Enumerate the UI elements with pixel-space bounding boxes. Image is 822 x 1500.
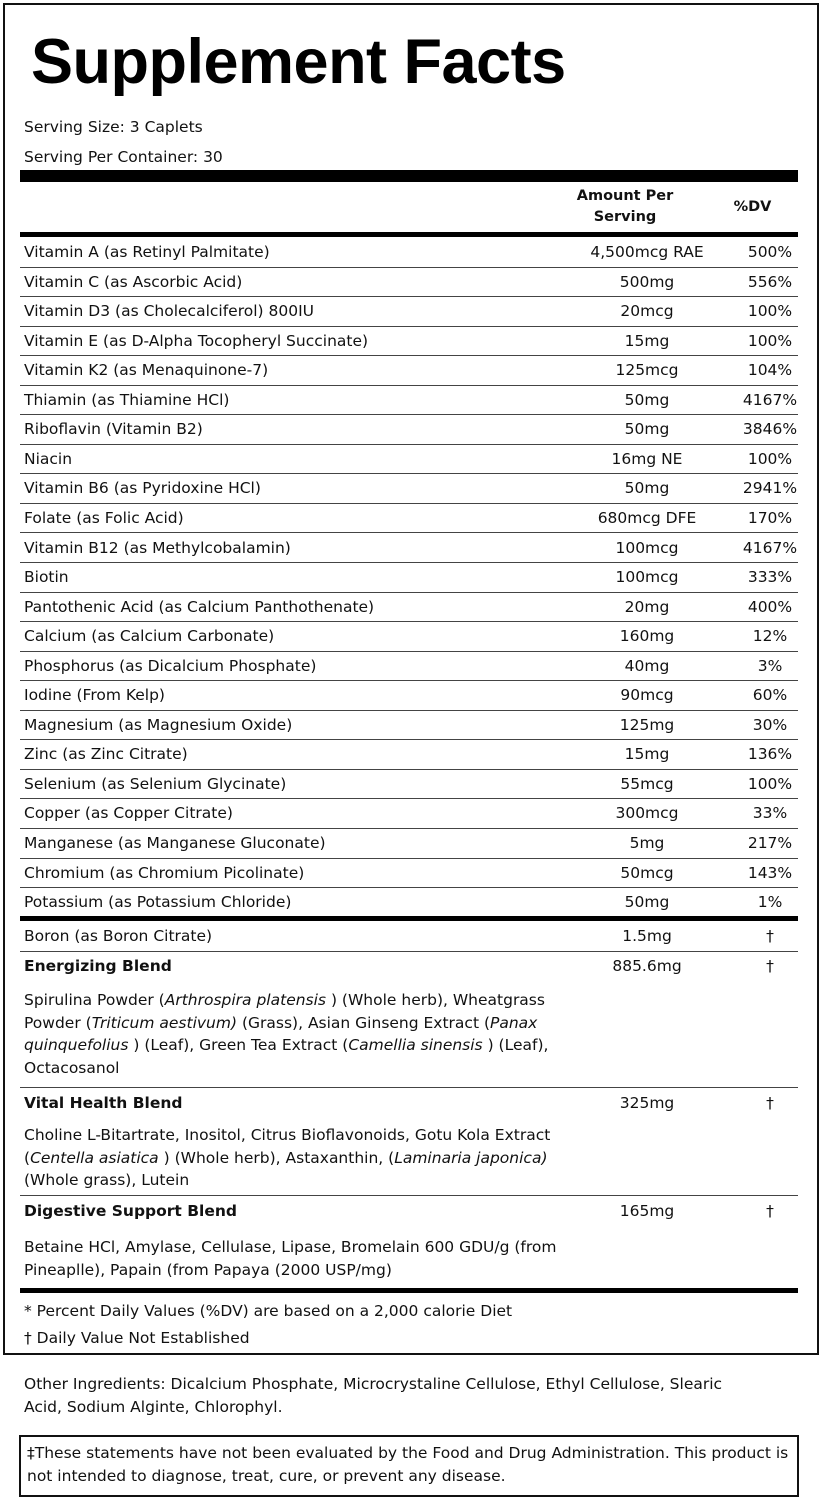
blend-ingredients xyxy=(24,1124,564,1192)
nutrient-amount: 16mg NE xyxy=(611,449,683,468)
table-row xyxy=(20,445,798,475)
table-row xyxy=(20,415,798,445)
table-row xyxy=(20,859,798,889)
table-row xyxy=(20,829,798,859)
table-row xyxy=(20,681,798,711)
nutrient-dv: 60% xyxy=(752,686,788,705)
nutrient-amount: 5mg xyxy=(629,834,665,852)
table-row xyxy=(20,268,798,298)
ingredient-text: ) (Leaf), Green Tea Extract ( xyxy=(128,1036,349,1054)
nutrient-dv: 143% xyxy=(747,863,793,882)
table-row xyxy=(20,297,798,327)
nutrient-amount: 160mg xyxy=(619,627,675,646)
thick-divider-top xyxy=(20,170,798,182)
nutrient-dv: 4167% xyxy=(742,390,798,409)
nutrient-dv: 500% xyxy=(747,243,793,261)
page-title: Supplement Facts xyxy=(31,27,566,97)
table-row xyxy=(20,593,798,623)
nutrient-amount: 4,500mcg RAE xyxy=(590,243,704,261)
ingredient-text: ) (Whole herb), Astaxanthin, ( xyxy=(158,1148,395,1167)
nutrient-amount: 20mg xyxy=(624,597,670,616)
botanical-name: Arthrospira platensis xyxy=(164,991,327,1009)
nutrient-dv: 100% xyxy=(747,774,793,793)
nutrient-name: Boron (as Boron Citrate) xyxy=(24,927,213,945)
nutrient-dv: 217% xyxy=(747,834,793,852)
nutrient-name: Phosphorus (as Dicalcium Phosphate) xyxy=(24,656,317,675)
nutrient-dv: 4167% xyxy=(742,538,798,557)
nutrient-dv: 400% xyxy=(747,597,793,616)
nutrient-dv: 556% xyxy=(747,272,793,291)
nutrient-name: Selenium (as Selenium Glycinate) xyxy=(24,774,287,793)
nutrient-name: Vitamin K2 (as Menaquinone-7) xyxy=(24,361,269,380)
nutrient-amount: 125mg xyxy=(619,715,675,734)
botanical-name: Triticum aestivum) xyxy=(91,1013,238,1032)
ingredient-text: ) (Whole herb), Wheatgrass Powder ( xyxy=(24,991,545,1032)
nutrient-amount: 100mcg xyxy=(615,568,679,587)
thick-divider-minerals xyxy=(20,916,798,921)
nutrient-name: Folate (as Folic Acid) xyxy=(24,508,184,527)
nutrient-dv: 104% xyxy=(747,361,793,380)
nutrient-amount: 1.5mg xyxy=(622,927,672,945)
blend-amount: 325mg xyxy=(619,1094,675,1112)
blend-divider xyxy=(20,1195,798,1196)
table-row xyxy=(20,799,798,829)
nutrient-name: Vitamin C (as Ascorbic Acid) xyxy=(24,272,243,291)
nutrient-amount: 90mcg xyxy=(620,686,674,705)
nutrient-dv: 136% xyxy=(747,745,793,764)
nutrient-dv: 12% xyxy=(752,627,788,646)
botanical-name: Laminaria japonica) xyxy=(394,1148,548,1167)
nutrient-name: Niacin xyxy=(24,449,73,468)
botanical-name: Camellia sinensis xyxy=(348,1036,483,1054)
nutrient-name: Copper (as Copper Citrate) xyxy=(24,804,233,823)
nutrient-dv: 100% xyxy=(747,331,793,350)
blend-amount: 885.6mg xyxy=(612,957,682,975)
thick-divider-bottom xyxy=(20,1288,798,1293)
nutrient-dv: 333% xyxy=(747,568,793,587)
blend-dv: † xyxy=(766,957,774,975)
nutrient-amount: 680mcg DFE xyxy=(597,508,697,527)
table-row xyxy=(20,534,798,564)
nutrient-name: Riboflavin (Vitamin B2) xyxy=(24,420,203,439)
nutrient-name: Calcium (as Calcium Carbonate) xyxy=(24,627,275,646)
nutrient-name: Magnesium (as Magnesium Oxide) xyxy=(24,715,293,734)
fda-disclaimer-box xyxy=(19,1435,799,1497)
nutrient-dv: 100% xyxy=(747,302,793,321)
blend-dv: † xyxy=(766,1094,774,1112)
ingredient-text: ) (Leaf), Octacosanol xyxy=(24,1036,549,1077)
nutrient-amount: 100mcg xyxy=(615,538,679,557)
nutrient-amount: 500mg xyxy=(619,272,675,291)
table-row xyxy=(20,327,798,357)
nutrient-amount: 125mcg xyxy=(615,361,679,380)
nutrient-amount: 50mg xyxy=(624,479,670,498)
ingredient-text: (Grass), Asian Ginseng Extract ( xyxy=(237,1013,491,1032)
nutrient-name: Zinc (as Zinc Citrate) xyxy=(24,745,188,764)
botanical-name: Centella asiatica xyxy=(30,1148,159,1167)
blend-divider xyxy=(20,1087,798,1088)
servings-per-container: Serving Per Container: 30 xyxy=(24,148,223,166)
ingredient-text: Choline L-Bitartrate, Inositol, Citrus Bioflavonoids, Gotu Kola Extract ( xyxy=(24,1126,551,1167)
table-row xyxy=(20,504,798,534)
nutrient-dv: 30% xyxy=(752,715,788,734)
nutrient-name: Manganese (as Manganese Gluconate) xyxy=(24,834,326,852)
nutrient-name: Potassium (as Potassium Chloride) xyxy=(24,893,292,912)
nutrient-dv: 3% xyxy=(757,656,783,675)
blend-ingredients xyxy=(24,1236,564,1281)
nutrient-amount: 50mg xyxy=(624,390,670,409)
table-row xyxy=(20,386,798,416)
nutrient-amount: 15mg xyxy=(624,331,670,350)
nutrient-name: Iodine (From Kelp) xyxy=(24,686,165,705)
ingredient-text: (Whole grass), Lutein xyxy=(24,1171,190,1189)
header-amount-per-serving: Amount Per Serving xyxy=(576,188,674,225)
footnote-dv: * Percent Daily Values (%DV) are based on a 2,000 calorie Diet xyxy=(24,1302,513,1320)
nutrient-amount: 300mcg xyxy=(615,804,679,823)
table-row xyxy=(20,740,798,770)
nutrient-amount: 50mcg xyxy=(620,863,674,882)
table-row xyxy=(20,770,798,800)
nutrient-amount: 40mg xyxy=(624,656,670,675)
nutrient-amount: 50mg xyxy=(624,420,670,439)
table-row xyxy=(20,356,798,386)
nutrient-dv: 1% xyxy=(757,893,783,912)
nutrient-amount: 20mcg xyxy=(620,302,674,321)
ingredient-text: Betaine HCl, Amylase, Cellulase, Lipase, Bromelain 600 GDU/g (from Pineaplle), Papain (from Papaya (2000 USP/mg) xyxy=(24,1238,557,1279)
boron-divider xyxy=(20,951,798,952)
nutrient-name: Vitamin B12 (as Methylcobalamin) xyxy=(24,538,291,557)
nutrient-name: Vitamin E (as D-Alpha Tocopheryl Succinate) xyxy=(24,331,369,350)
blend-title: Vital Health Blend xyxy=(24,1094,183,1112)
ingredient-text: Spirulina Powder ( xyxy=(24,991,165,1009)
table-row xyxy=(20,238,798,268)
nutrient-name: Pantothenic Acid (as Calcium Panthothenate) xyxy=(24,597,375,616)
nutrient-dv: 33% xyxy=(752,804,788,823)
nutrient-name: Vitamin D3 (as Cholecalciferol) 800IU xyxy=(24,302,314,321)
blend-title: Digestive Support Blend xyxy=(24,1202,238,1220)
nutrient-amount: 15mg xyxy=(624,745,670,764)
nutrient-dv: 100% xyxy=(747,449,793,468)
table-row xyxy=(20,622,798,652)
other-ingredients: Other Ingredients: Dicalcium Phosphate, Microcrystaline Cellulose, Ethyl Cellulose, Slearic Acid, Sodium Alginte, Chlorophyl. xyxy=(24,1375,723,1416)
nutrient-name: Biotin xyxy=(24,568,69,587)
nutrient-dv: 2941% xyxy=(742,479,798,498)
nutrient-dv: 170% xyxy=(747,508,793,527)
botanical-name: Panax quinquefolius xyxy=(24,1013,538,1054)
nutrient-name: Vitamin A (as Retinyl Palmitate) xyxy=(24,243,270,261)
nutrient-amount: 55mcg xyxy=(620,774,674,793)
table-row xyxy=(20,474,798,504)
table-row xyxy=(20,711,798,741)
nutrient-name: Chromium (as Chromium Picolinate) xyxy=(24,863,305,882)
fda-disclaimer: ‡These statements have not been evaluated by the Food and Drug Administration. This product is not intended to diagnose, treat, cure, or prevent any disease. xyxy=(27,1444,789,1485)
blend-title: Energizing Blend xyxy=(24,957,172,975)
nutrient-name: Thiamin (as Thiamine HCl) xyxy=(24,390,230,409)
nutrient-amount: 50mg xyxy=(624,893,670,912)
serving-size: Serving Size: 3 Caplets xyxy=(24,118,203,136)
table-row xyxy=(20,563,798,593)
header-dv: %DV xyxy=(733,199,772,215)
nutrient-dv: † xyxy=(766,927,774,945)
table-row-boron xyxy=(20,922,798,952)
table-row xyxy=(20,652,798,682)
blend-amount: 165mg xyxy=(619,1202,675,1220)
thick-divider-header xyxy=(20,232,798,237)
blend-ingredients xyxy=(24,989,564,1079)
nutrient-name: Vitamin B6 (as Pyridoxine HCl) xyxy=(24,479,261,498)
blend-dv: † xyxy=(766,1202,774,1220)
footnote-dagger: † Daily Value Not Established xyxy=(24,1329,250,1347)
table-row xyxy=(20,888,798,918)
nutrient-dv: 3846% xyxy=(742,420,798,439)
